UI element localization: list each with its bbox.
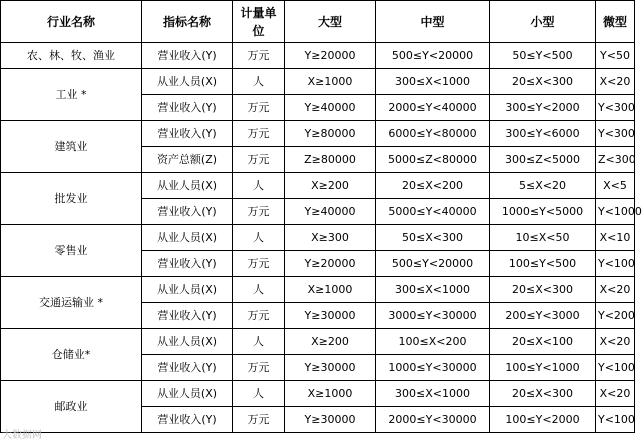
- table-row: [1, 121, 635, 147]
- unit-cell: 万元: [233, 95, 285, 121]
- table-row: [1, 277, 635, 303]
- small-threshold-cell: 5≤X<20: [490, 173, 596, 199]
- micro-threshold-cell: X<5: [596, 173, 635, 199]
- metric-name-cell: 营业收入(Y): [142, 43, 233, 69]
- small-threshold-cell: 20≤X<300: [490, 69, 596, 95]
- large-threshold-cell: Y≥40000: [285, 199, 376, 225]
- small-threshold-cell: 300≤Z<5000: [490, 147, 596, 173]
- micro-threshold-cell: Y<100: [596, 355, 635, 381]
- medium-threshold-cell: 300≤X<1000: [376, 277, 490, 303]
- industry-name-cell: 建筑业: [1, 121, 142, 173]
- large-threshold-cell: Y≥20000: [285, 251, 376, 277]
- large-threshold-cell: Y≥30000: [285, 355, 376, 381]
- small-threshold-cell: 300≤Y<6000: [490, 121, 596, 147]
- industry-name-cell: 邮政业: [1, 381, 142, 433]
- medium-threshold-cell: 500≤Y<20000: [376, 251, 490, 277]
- large-threshold-cell: Z≥80000: [285, 147, 376, 173]
- header-small: 小型: [490, 1, 596, 43]
- unit-cell: 人: [233, 277, 285, 303]
- unit-cell: 人: [233, 173, 285, 199]
- micro-threshold-cell: X<20: [596, 329, 635, 355]
- metric-name-cell: 营业收入(Y): [142, 121, 233, 147]
- unit-cell: 万元: [233, 147, 285, 173]
- small-threshold-cell: 100≤Y<500: [490, 251, 596, 277]
- metric-name-cell: 营业收入(Y): [142, 303, 233, 329]
- micro-threshold-cell: X<10: [596, 225, 635, 251]
- small-threshold-cell: 200≤Y<3000: [490, 303, 596, 329]
- medium-threshold-cell: 1000≤Y<30000: [376, 355, 490, 381]
- metric-name-cell: 营业收入(Y): [142, 251, 233, 277]
- large-threshold-cell: Y≥80000: [285, 121, 376, 147]
- table-row: [1, 173, 635, 199]
- small-threshold-cell: 20≤X<100: [490, 329, 596, 355]
- medium-threshold-cell: 100≤X<200: [376, 329, 490, 355]
- industry-name-cell: 仓储业*: [1, 329, 142, 381]
- small-threshold-cell: 50≤Y<500: [490, 43, 596, 69]
- unit-cell: 人: [233, 329, 285, 355]
- medium-threshold-cell: 5000≤Y<40000: [376, 199, 490, 225]
- large-threshold-cell: Y≥40000: [285, 95, 376, 121]
- small-threshold-cell: 100≤Y<1000: [490, 355, 596, 381]
- micro-threshold-cell: Y<300: [596, 121, 635, 147]
- large-threshold-cell: X≥200: [285, 173, 376, 199]
- small-threshold-cell: 20≤X<300: [490, 277, 596, 303]
- micro-threshold-cell: X<20: [596, 381, 635, 407]
- large-threshold-cell: Y≥20000: [285, 43, 376, 69]
- large-threshold-cell: X≥1000: [285, 277, 376, 303]
- watermark: 大数据网: [2, 430, 42, 441]
- large-threshold-cell: X≥200: [285, 329, 376, 355]
- table-row: [1, 69, 635, 95]
- medium-threshold-cell: 2000≤Y<30000: [376, 407, 490, 433]
- micro-threshold-cell: Y<200: [596, 303, 635, 329]
- header-row: [1, 1, 635, 43]
- medium-threshold-cell: 20≤X<200: [376, 173, 490, 199]
- header-unit: 计量单位: [233, 1, 285, 43]
- metric-name-cell: 从业人员(X): [142, 329, 233, 355]
- micro-threshold-cell: Y<300: [596, 95, 635, 121]
- metric-name-cell: 营业收入(Y): [142, 95, 233, 121]
- medium-threshold-cell: 6000≤Y<80000: [376, 121, 490, 147]
- industry-name-cell: 交通运输业 *: [1, 277, 142, 329]
- header-industry: 行业名称: [1, 1, 142, 43]
- unit-cell: 万元: [233, 303, 285, 329]
- metric-name-cell: 从业人员(X): [142, 277, 233, 303]
- large-threshold-cell: Y≥30000: [285, 303, 376, 329]
- medium-threshold-cell: 300≤X<1000: [376, 69, 490, 95]
- unit-cell: 万元: [233, 199, 285, 225]
- metric-name-cell: 从业人员(X): [142, 69, 233, 95]
- header-medium: 中型: [376, 1, 490, 43]
- small-threshold-cell: 1000≤Y<5000: [490, 199, 596, 225]
- medium-threshold-cell: 500≤Y<20000: [376, 43, 490, 69]
- unit-cell: 人: [233, 69, 285, 95]
- large-threshold-cell: Y≥30000: [285, 407, 376, 433]
- small-threshold-cell: 100≤Y<2000: [490, 407, 596, 433]
- industry-name-cell: 农、林、牧、渔业: [1, 43, 142, 69]
- table-row: [1, 225, 635, 251]
- unit-cell: 万元: [233, 407, 285, 433]
- medium-threshold-cell: 5000≤Z<80000: [376, 147, 490, 173]
- large-threshold-cell: X≥1000: [285, 69, 376, 95]
- industry-name-cell: 工业 *: [1, 69, 142, 121]
- unit-cell: 人: [233, 381, 285, 407]
- micro-threshold-cell: Y<100: [596, 407, 635, 433]
- micro-threshold-cell: X<20: [596, 277, 635, 303]
- medium-threshold-cell: 300≤X<1000: [376, 381, 490, 407]
- unit-cell: 万元: [233, 121, 285, 147]
- small-threshold-cell: 20≤X<300: [490, 381, 596, 407]
- small-threshold-cell: 10≤X<50: [490, 225, 596, 251]
- micro-threshold-cell: X<20: [596, 69, 635, 95]
- micro-threshold-cell: Z<300: [596, 147, 635, 173]
- metric-name-cell: 营业收入(Y): [142, 199, 233, 225]
- metric-name-cell: 从业人员(X): [142, 381, 233, 407]
- unit-cell: 万元: [233, 355, 285, 381]
- table-row: [1, 43, 635, 69]
- metric-name-cell: 营业收入(Y): [142, 407, 233, 433]
- industry-name-cell: 零售业: [1, 225, 142, 277]
- medium-threshold-cell: 50≤X<300: [376, 225, 490, 251]
- unit-cell: 万元: [233, 43, 285, 69]
- small-threshold-cell: 300≤Y<2000: [490, 95, 596, 121]
- metric-name-cell: 从业人员(X): [142, 173, 233, 199]
- header-micro: 微型: [596, 1, 635, 43]
- table-row: [1, 381, 635, 407]
- unit-cell: 人: [233, 225, 285, 251]
- micro-threshold-cell: Y<100: [596, 251, 635, 277]
- large-threshold-cell: X≥300: [285, 225, 376, 251]
- metric-name-cell: 从业人员(X): [142, 225, 233, 251]
- large-threshold-cell: X≥1000: [285, 381, 376, 407]
- micro-threshold-cell: Y<1000: [596, 199, 635, 225]
- micro-threshold-cell: Y<50: [596, 43, 635, 69]
- table-row: [1, 329, 635, 355]
- industry-name-cell: 批发业: [1, 173, 142, 225]
- header-metric: 指标名称: [142, 1, 233, 43]
- header-large: 大型: [285, 1, 376, 43]
- unit-cell: 万元: [233, 251, 285, 277]
- metric-name-cell: 资产总额(Z): [142, 147, 233, 173]
- medium-threshold-cell: 3000≤Y<30000: [376, 303, 490, 329]
- metric-name-cell: 营业收入(Y): [142, 355, 233, 381]
- medium-threshold-cell: 2000≤Y<40000: [376, 95, 490, 121]
